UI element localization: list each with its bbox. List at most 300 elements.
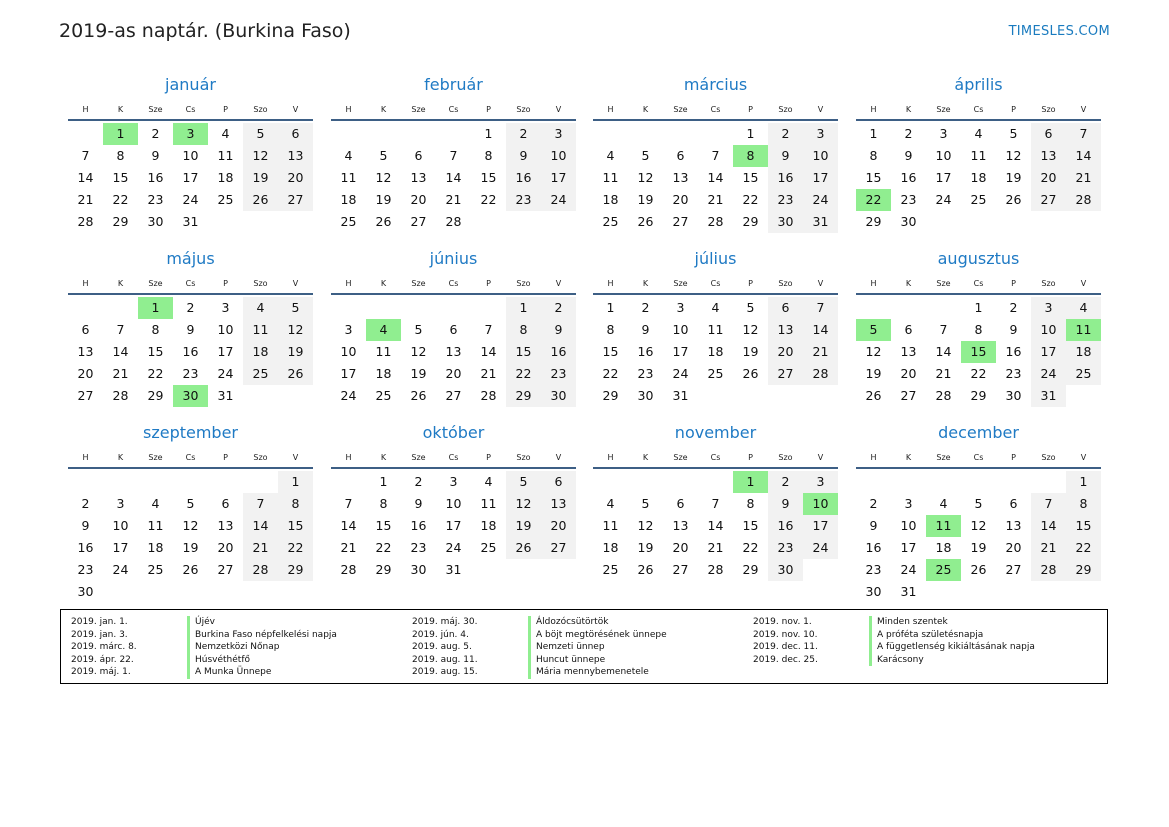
day-cell: 29 [742, 562, 759, 577]
day-cell: 23 [637, 366, 654, 381]
day-cell: 26 [637, 562, 654, 577]
holiday-day-cell: 1 [138, 297, 173, 319]
day-cell: 23 [900, 192, 917, 207]
day-cell: 29 [375, 562, 392, 577]
day-cell: 18 [935, 540, 952, 555]
day-cell: 25 [602, 214, 619, 229]
month-4 [856, 74, 1101, 233]
day-cell: 3 [676, 300, 685, 315]
day-cell: 23 [541, 363, 576, 385]
holiday-row [743, 629, 1035, 642]
day-cell: 2 [768, 123, 803, 145]
day-cell: 29 [1066, 559, 1101, 581]
weekday-label: Cs [710, 279, 721, 288]
weekday-label: K [642, 105, 649, 114]
day-cell: 24 [217, 366, 234, 381]
empty-cell [628, 123, 663, 145]
month-name: január [165, 75, 216, 94]
day-cell: 30 [865, 584, 882, 599]
day-cell: 24 [182, 192, 199, 207]
day-cell: 14 [803, 319, 838, 341]
weekday-label: Szo [778, 453, 793, 462]
holiday-day-cell: 5 [856, 319, 891, 341]
day-cell: 7 [803, 297, 838, 319]
day-cell: 20 [900, 366, 917, 381]
empty-cell [68, 471, 103, 493]
day-cell: 9 [768, 493, 803, 515]
day-cell: 27 [900, 388, 917, 403]
weekday-label: K [117, 453, 124, 462]
day-cell: 14 [935, 344, 952, 359]
day-cell: 13 [541, 493, 576, 515]
day-cell: 4 [974, 126, 983, 141]
day-cell: 14 [1066, 145, 1101, 167]
holiday-name: Huncut ünnepe [528, 654, 605, 667]
day-cell: 19 [243, 167, 278, 189]
day-cell: 25 [1066, 363, 1101, 385]
day-cell: 4 [606, 148, 615, 163]
day-cell: 6 [904, 322, 913, 337]
day-cell: 13 [77, 344, 94, 359]
weekday-label: Sze [936, 105, 951, 114]
weekday-label: Sze [148, 279, 163, 288]
day-cell: 21 [1066, 167, 1101, 189]
weekday-label: Cs [448, 105, 459, 114]
day-cell: 9 [641, 322, 650, 337]
holiday-row [61, 641, 337, 654]
day-cell: 13 [1031, 145, 1066, 167]
day-cell: 3 [116, 496, 125, 511]
empty-cell [593, 123, 628, 145]
day-cell: 21 [340, 540, 357, 555]
empty-cell [436, 297, 471, 319]
day-cell: 6 [414, 148, 423, 163]
day-cell: 5 [746, 300, 755, 315]
empty-cell [173, 471, 208, 493]
day-cell: 26 [742, 366, 759, 381]
day-cell: 17 [935, 170, 952, 185]
day-cell: 6 [221, 496, 230, 511]
weekday-label: Sze [936, 279, 951, 288]
holiday-date: 2019. jún. 4. [412, 629, 469, 640]
day-cell: 15 [602, 344, 619, 359]
holiday-day-cell: 10 [803, 493, 838, 515]
day-cell: 20 [672, 192, 689, 207]
weekday-label: V [1080, 453, 1087, 462]
month-12 [856, 422, 1101, 603]
weekday-header [331, 274, 576, 295]
day-cell: 23 [506, 189, 541, 211]
holiday-name: Áldozócsütörtök [528, 616, 608, 629]
day-cell: 12 [637, 170, 654, 185]
day-cell: 2 [904, 126, 913, 141]
day-cell: 12 [182, 518, 199, 533]
day-cell: 13 [672, 170, 689, 185]
day-cell: 26 [970, 562, 987, 577]
day-cell: 5 [506, 471, 541, 493]
day-cell: 15 [742, 518, 759, 533]
month-name: április [954, 75, 1003, 94]
empty-cell [401, 123, 436, 145]
holiday-row [743, 641, 1035, 654]
weekday-label: Sze [148, 453, 163, 462]
day-cell: 11 [480, 496, 497, 511]
day-cell: 30 [768, 559, 803, 581]
day-cell: 27 [672, 562, 689, 577]
day-cell: 18 [480, 518, 497, 533]
weekday-label: P [223, 279, 228, 288]
day-cell: 7 [344, 496, 353, 511]
day-cell: 10 [900, 518, 917, 533]
day-cell: 29 [147, 388, 164, 403]
holiday-day-cell: 1 [733, 471, 768, 493]
day-cell: 18 [243, 341, 278, 363]
weekday-header [856, 100, 1101, 121]
day-grid [331, 121, 576, 233]
day-cell: 30 [410, 562, 427, 577]
day-cell: 29 [742, 214, 759, 229]
day-cell: 28 [707, 562, 724, 577]
day-cell: 1 [278, 471, 313, 493]
day-cell: 16 [541, 341, 576, 363]
empty-cell [68, 297, 103, 319]
weekday-label: Szo [516, 105, 531, 114]
day-cell: 22 [147, 366, 164, 381]
day-cell: 31 [1031, 385, 1066, 407]
day-cell: 3 [904, 496, 913, 511]
weekday-label: V [292, 105, 299, 114]
holiday-name: Nemzetközi Nőnap [187, 641, 279, 654]
day-cell: 28 [707, 214, 724, 229]
day-cell: 4 [243, 297, 278, 319]
day-cell: 6 [768, 297, 803, 319]
day-cell: 5 [641, 148, 650, 163]
day-cell: 18 [707, 344, 724, 359]
holiday-date: 2019. nov. 10. [753, 629, 818, 640]
weekday-label: Cs [973, 453, 984, 462]
weekday-label: Szo [516, 279, 531, 288]
day-cell: 4 [939, 496, 948, 511]
weekday-label: V [817, 279, 824, 288]
holiday-name: A próféta születésnapja [869, 629, 983, 642]
weekday-header [593, 448, 838, 469]
day-cell: 13 [1005, 518, 1022, 533]
day-cell: 27 [278, 189, 313, 211]
day-cell: 19 [637, 540, 654, 555]
holiday-date: 2019. máj. 30. [412, 617, 478, 627]
day-cell: 19 [742, 344, 759, 359]
holiday-row [61, 654, 337, 667]
day-cell: 31 [445, 562, 462, 577]
day-cell: 26 [375, 214, 392, 229]
day-cell: 17 [803, 167, 838, 189]
day-cell: 14 [707, 170, 724, 185]
day-cell: 27 [541, 537, 576, 559]
day-cell: 20 [217, 540, 234, 555]
month-name: február [424, 75, 483, 94]
day-cell: 24 [672, 366, 689, 381]
day-cell: 2 [641, 300, 650, 315]
day-cell: 22 [1066, 537, 1101, 559]
month-1 [68, 74, 313, 233]
day-cell: 14 [445, 170, 462, 185]
day-cell: 15 [480, 170, 497, 185]
day-cell: 11 [602, 170, 619, 185]
holiday-name: Karácsony [869, 654, 924, 667]
day-cell: 28 [935, 388, 952, 403]
day-cell: 26 [410, 388, 427, 403]
day-cell: 25 [375, 388, 392, 403]
day-cell: 12 [278, 319, 313, 341]
weekday-label: V [817, 105, 824, 114]
weekday-header [856, 274, 1101, 295]
day-cell: 7 [116, 322, 125, 337]
day-cell: 19 [865, 366, 882, 381]
day-cell: 7 [243, 493, 278, 515]
day-cell: 10 [340, 344, 357, 359]
day-cell: 11 [707, 322, 724, 337]
day-cell: 30 [1005, 388, 1022, 403]
day-cell: 6 [541, 471, 576, 493]
weekday-header [68, 274, 313, 295]
day-cell: 24 [935, 192, 952, 207]
weekday-label: Sze [411, 105, 426, 114]
day-cell: 30 [637, 388, 654, 403]
holiday-name: Mária mennybemenetele [528, 666, 649, 679]
day-cell: 16 [182, 344, 199, 359]
day-cell: 5 [379, 148, 388, 163]
day-cell: 9 [151, 148, 160, 163]
day-cell: 24 [541, 189, 576, 211]
day-cell: 31 [217, 388, 234, 403]
day-cell: 29 [970, 388, 987, 403]
day-cell: 2 [768, 471, 803, 493]
day-cell: 16 [768, 515, 803, 537]
month-5 [68, 248, 313, 407]
weekday-label: H [870, 279, 877, 288]
day-cell: 2 [541, 297, 576, 319]
holiday-date: 2019. aug. 11. [412, 654, 478, 665]
holiday-column [743, 616, 1035, 666]
day-cell: 15 [112, 170, 129, 185]
month-11 [593, 422, 838, 581]
day-cell: 19 [278, 341, 313, 363]
day-cell: 24 [900, 562, 917, 577]
weekday-label: V [292, 279, 299, 288]
day-cell: 20 [1031, 167, 1066, 189]
day-cell: 10 [541, 145, 576, 167]
weekday-header [856, 448, 1101, 469]
month-8 [856, 248, 1101, 407]
holiday-row [61, 629, 337, 642]
day-cell: 24 [445, 540, 462, 555]
weekday-label: V [817, 453, 824, 462]
day-cell: 17 [1031, 341, 1066, 363]
holiday-date: 2019. ápr. 22. [71, 654, 134, 665]
day-cell: 17 [340, 366, 357, 381]
day-cell: 11 [147, 518, 164, 533]
day-cell: 18 [217, 170, 234, 185]
day-grid [856, 469, 1101, 603]
month-name: július [694, 249, 737, 268]
day-cell: 6 [278, 123, 313, 145]
brand-link[interactable]: TIMESLES.COM [1008, 24, 1110, 39]
day-cell: 24 [803, 537, 838, 559]
day-cell: 26 [278, 363, 313, 385]
day-cell: 21 [77, 192, 94, 207]
weekday-label: P [486, 279, 491, 288]
day-cell: 22 [112, 192, 129, 207]
holiday-name: A függetlenség kikiáltásának napja [869, 641, 1035, 654]
weekday-label: H [870, 453, 877, 462]
day-cell: 28 [1031, 559, 1066, 581]
day-cell: 25 [243, 363, 278, 385]
day-cell: 7 [484, 322, 493, 337]
day-cell: 6 [1009, 496, 1018, 511]
day-cell: 14 [707, 518, 724, 533]
day-cell: 13 [410, 170, 427, 185]
day-cell: 8 [974, 322, 983, 337]
day-cell: 23 [77, 562, 94, 577]
weekday-label: Szo [1041, 279, 1056, 288]
day-cell: 5 [641, 496, 650, 511]
holiday-day-cell: 4 [366, 319, 401, 341]
empty-cell [891, 297, 926, 319]
empty-cell [1031, 471, 1066, 493]
empty-cell [593, 471, 628, 493]
holiday-row [61, 666, 337, 679]
day-cell: 26 [182, 562, 199, 577]
day-cell: 22 [742, 192, 759, 207]
empty-cell [331, 123, 366, 145]
day-cell: 22 [506, 363, 541, 385]
day-cell: 5 [186, 496, 195, 511]
holiday-date: 2019. dec. 11. [753, 642, 818, 652]
day-cell: 10 [182, 148, 199, 163]
day-cell: 25 [970, 192, 987, 207]
day-cell: 6 [449, 322, 458, 337]
month-3 [593, 74, 838, 233]
day-cell: 14 [480, 344, 497, 359]
day-cell: 7 [711, 496, 720, 511]
day-cell: 9 [904, 148, 913, 163]
holiday-date: 2019. dec. 25. [753, 654, 818, 665]
weekday-label: H [345, 279, 352, 288]
day-cell: 8 [869, 148, 878, 163]
empty-cell [663, 123, 698, 145]
weekday-label: K [642, 279, 649, 288]
holiday-day-cell: 25 [926, 559, 961, 581]
day-cell: 25 [602, 562, 619, 577]
day-cell: 21 [480, 366, 497, 381]
empty-cell [996, 471, 1031, 493]
month-name: június [429, 249, 478, 268]
day-cell: 31 [900, 584, 917, 599]
holiday-day-cell: 15 [961, 341, 996, 363]
day-cell: 4 [344, 148, 353, 163]
empty-cell [891, 471, 926, 493]
day-cell: 20 [672, 540, 689, 555]
day-cell: 28 [1066, 189, 1101, 211]
weekday-label: Sze [411, 279, 426, 288]
day-cell: 27 [672, 214, 689, 229]
day-cell: 10 [1031, 319, 1066, 341]
day-cell: 10 [217, 322, 234, 337]
day-cell: 16 [865, 540, 882, 555]
holiday-name: Minden szentek [869, 616, 948, 629]
weekday-label: V [555, 279, 562, 288]
weekday-label: K [117, 105, 124, 114]
day-cell: 20 [445, 366, 462, 381]
day-cell: 20 [541, 515, 576, 537]
day-cell: 30 [541, 385, 576, 407]
holiday-day-cell: 22 [856, 189, 891, 211]
day-cell: 16 [637, 344, 654, 359]
weekday-label: P [223, 453, 228, 462]
weekday-label: P [748, 105, 753, 114]
empty-cell [103, 471, 138, 493]
empty-cell [698, 471, 733, 493]
empty-cell [961, 471, 996, 493]
day-cell: 9 [81, 518, 90, 533]
holiday-day-cell: 11 [926, 515, 961, 537]
day-cell: 6 [81, 322, 90, 337]
weekday-label: Szo [1041, 105, 1056, 114]
day-cell: 15 [742, 170, 759, 185]
weekday-label: P [486, 105, 491, 114]
weekday-label: H [607, 105, 614, 114]
holiday-name: Nemzeti ünnep [528, 641, 605, 654]
empty-cell [401, 297, 436, 319]
weekday-label: K [905, 105, 912, 114]
day-cell: 9 [186, 322, 195, 337]
weekday-label: K [380, 105, 387, 114]
weekday-label: H [607, 279, 614, 288]
day-cell: 18 [602, 540, 619, 555]
day-cell: 28 [77, 214, 94, 229]
day-cell: 21 [935, 366, 952, 381]
holiday-day-cell: 1 [103, 123, 138, 145]
weekday-label: H [82, 279, 89, 288]
day-cell: 5 [243, 123, 278, 145]
day-cell: 11 [340, 170, 357, 185]
day-cell: 18 [147, 540, 164, 555]
day-cell: 16 [1005, 344, 1022, 359]
day-grid [68, 295, 313, 407]
day-cell: 5 [1009, 126, 1018, 141]
day-cell: 30 [768, 211, 803, 233]
holiday-date: 2019. márc. 8. [71, 642, 137, 652]
weekday-label: Cs [448, 279, 459, 288]
day-cell: 12 [243, 145, 278, 167]
day-cell: 7 [81, 148, 90, 163]
day-cell: 24 [340, 388, 357, 403]
day-cell: 27 [217, 562, 234, 577]
day-cell: 12 [1005, 148, 1022, 163]
day-cell: 8 [606, 322, 615, 337]
empty-cell [856, 471, 891, 493]
day-cell: 11 [375, 344, 392, 359]
weekday-label: P [223, 105, 228, 114]
day-cell: 10 [672, 322, 689, 337]
day-cell: 29 [278, 559, 313, 581]
day-cell: 2 [869, 496, 878, 511]
day-grid [593, 469, 838, 581]
day-cell: 29 [112, 214, 129, 229]
day-cell: 26 [1005, 192, 1022, 207]
day-cell: 18 [1066, 341, 1101, 363]
weekday-label: Szo [253, 105, 268, 114]
